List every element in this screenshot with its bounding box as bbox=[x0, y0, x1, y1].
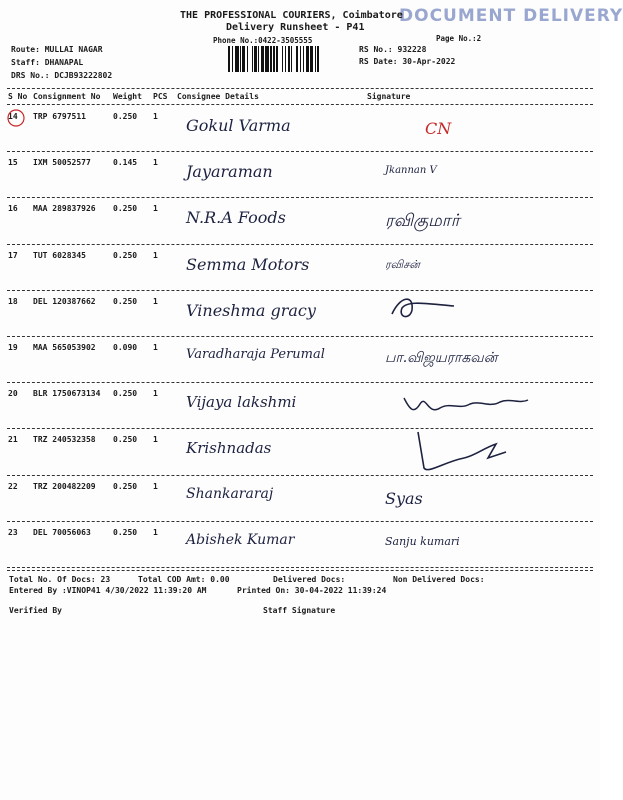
entered-by: Entered By :VINOP41 4/30/2022 11:39:20 AM bbox=[9, 586, 207, 595]
staff-label: Staff: DHANAPAL bbox=[11, 58, 84, 67]
row-consignee-handwriting: Vijaya lakshmi bbox=[186, 393, 297, 412]
row-pcs: 1 bbox=[153, 112, 158, 121]
drs-number: DRS No.: DCJB93222802 bbox=[11, 71, 113, 80]
column-header-pcs: PCS bbox=[153, 92, 168, 101]
red-circle-mark-icon bbox=[6, 108, 26, 128]
column-header-consignee: Consignee Details bbox=[177, 92, 259, 101]
row-divider bbox=[7, 197, 593, 198]
row-consignee-handwriting: N.R.A Foods bbox=[186, 208, 286, 228]
row-consignee-handwriting: Varadharaja Perumal bbox=[186, 347, 325, 362]
column-header-signature: Signature bbox=[367, 92, 411, 101]
row-sno: 18 bbox=[8, 296, 18, 306]
row-consignment-no: TRP 6797511 bbox=[33, 112, 86, 121]
rs-number: RS No.: 932228 bbox=[359, 45, 427, 54]
row-signature-handwriting: Sanju kumari bbox=[385, 534, 460, 548]
row-sno: 17 bbox=[8, 250, 18, 260]
total-cod: Total COD Amt: 0.00 bbox=[138, 575, 230, 584]
row-consignment-no: DEL 70056063 bbox=[33, 527, 91, 537]
divider bbox=[7, 104, 593, 105]
row-signature-handwriting: பா.விஜயராகவன் bbox=[385, 350, 498, 366]
row-pcs: 1 bbox=[153, 296, 158, 306]
row-consignee-handwriting: Shankararaj bbox=[186, 485, 274, 502]
row-weight: 0.250 bbox=[113, 527, 138, 537]
row-pcs: 1 bbox=[153, 481, 158, 491]
row-sno: 15 bbox=[8, 158, 18, 168]
runsheet-title: Delivery Runsheet - P41 bbox=[226, 22, 365, 33]
row-signature-handwriting: ரவிகுமார் bbox=[385, 211, 460, 232]
row-pcs: 1 bbox=[153, 250, 158, 260]
row-pcs: 1 bbox=[153, 158, 158, 168]
rs-date: RS Date: 30-Apr-2022 bbox=[359, 57, 456, 66]
verified-by: Verified By bbox=[9, 606, 62, 615]
row-consignment-no: MAA 565053902 bbox=[33, 343, 96, 352]
row-signature-handwriting: Syas bbox=[385, 488, 423, 508]
row-consignee-handwriting: Krishnadas bbox=[186, 439, 272, 458]
row-sno: 22 bbox=[8, 481, 18, 491]
column-header-weight: Weight bbox=[113, 92, 142, 101]
non-delivered-docs: Non Delivered Docs: bbox=[393, 575, 485, 584]
signature-scribble-icon bbox=[414, 428, 510, 478]
row-consignment-no: TRZ 200482209 bbox=[33, 481, 96, 491]
row-consignment-no: IXM 50052577 bbox=[33, 158, 91, 168]
row-pcs: 1 bbox=[153, 435, 158, 445]
column-header-sno: S No bbox=[8, 92, 28, 101]
row-weight: 0.250 bbox=[113, 481, 138, 491]
row-divider bbox=[7, 244, 593, 245]
row-consignee-handwriting: Gokul Varma bbox=[186, 116, 291, 135]
staff-signature: Staff Signature bbox=[263, 606, 336, 615]
row-weight: 0.250 bbox=[113, 250, 138, 260]
row-weight: 0.090 bbox=[113, 343, 138, 352]
row-sno: 23 bbox=[8, 527, 18, 537]
row-divider bbox=[7, 336, 593, 337]
row-sno: 19 bbox=[8, 343, 18, 352]
row-consignee-handwriting: Vineshma gracy bbox=[186, 300, 316, 320]
route-label: Route: MULLAI NAGAR bbox=[11, 45, 103, 54]
row-signature-handwriting: CN bbox=[425, 119, 452, 138]
row-divider bbox=[7, 290, 593, 291]
row-pcs: 1 bbox=[153, 389, 158, 399]
column-header-consignment: Consignment No bbox=[33, 92, 101, 101]
row-consignment-no: TRZ 240532358 bbox=[33, 435, 96, 445]
row-signature-handwriting: ரவிசன் bbox=[385, 257, 420, 271]
row-weight: 0.250 bbox=[113, 112, 138, 121]
divider bbox=[7, 570, 593, 571]
row-pcs: 1 bbox=[153, 204, 158, 214]
row-weight: 0.250 bbox=[113, 389, 138, 399]
row-weight: 0.250 bbox=[113, 435, 138, 445]
printed-on: Printed On: 30-04-2022 11:39:24 bbox=[237, 586, 387, 595]
total-docs: Total No. Of Docs: 23 bbox=[9, 575, 111, 584]
row-weight: 0.145 bbox=[113, 158, 138, 168]
row-divider bbox=[7, 151, 593, 152]
row-consignee-handwriting: Abishek Kumar bbox=[186, 531, 295, 548]
barcode bbox=[228, 46, 353, 72]
page-number: Page No.:2 bbox=[436, 34, 482, 43]
row-pcs: 1 bbox=[153, 343, 158, 352]
row-signature-handwriting: Jkannan V bbox=[385, 165, 437, 177]
row-consignment-no: MAA 289837926 bbox=[33, 204, 96, 214]
row-weight: 0.250 bbox=[113, 296, 138, 306]
row-sno: 21 bbox=[8, 435, 18, 445]
row-weight: 0.250 bbox=[113, 204, 138, 214]
row-consignment-no: BLR 1750673134 bbox=[33, 389, 101, 399]
row-sno: 16 bbox=[8, 204, 18, 214]
document-delivery-stamp: DOCUMENT DELIVERY bbox=[399, 6, 623, 26]
row-divider bbox=[7, 567, 593, 568]
row-divider bbox=[7, 521, 593, 522]
row-sno: 14 bbox=[8, 112, 18, 121]
signature-scribble-icon bbox=[400, 390, 530, 420]
row-pcs: 1 bbox=[153, 527, 158, 537]
row-divider bbox=[7, 382, 593, 383]
signature-scribble-icon bbox=[388, 290, 458, 326]
row-consignee-handwriting: Jayaraman bbox=[186, 162, 273, 182]
row-consignment-no: TUT 6028345 bbox=[33, 250, 86, 260]
row-consignment-no: DEL 120387662 bbox=[33, 296, 96, 306]
delivered-docs: Delivered Docs: bbox=[273, 575, 346, 584]
barcode-bar bbox=[319, 46, 321, 72]
company-name: THE PROFESSIONAL COURIERS, Coimbatore bbox=[180, 10, 403, 21]
divider bbox=[7, 88, 593, 89]
phone-number: Phone No.:0422-3505555 bbox=[213, 36, 313, 45]
row-sno: 20 bbox=[8, 389, 18, 399]
row-consignee-handwriting: Semma Motors bbox=[186, 254, 310, 274]
